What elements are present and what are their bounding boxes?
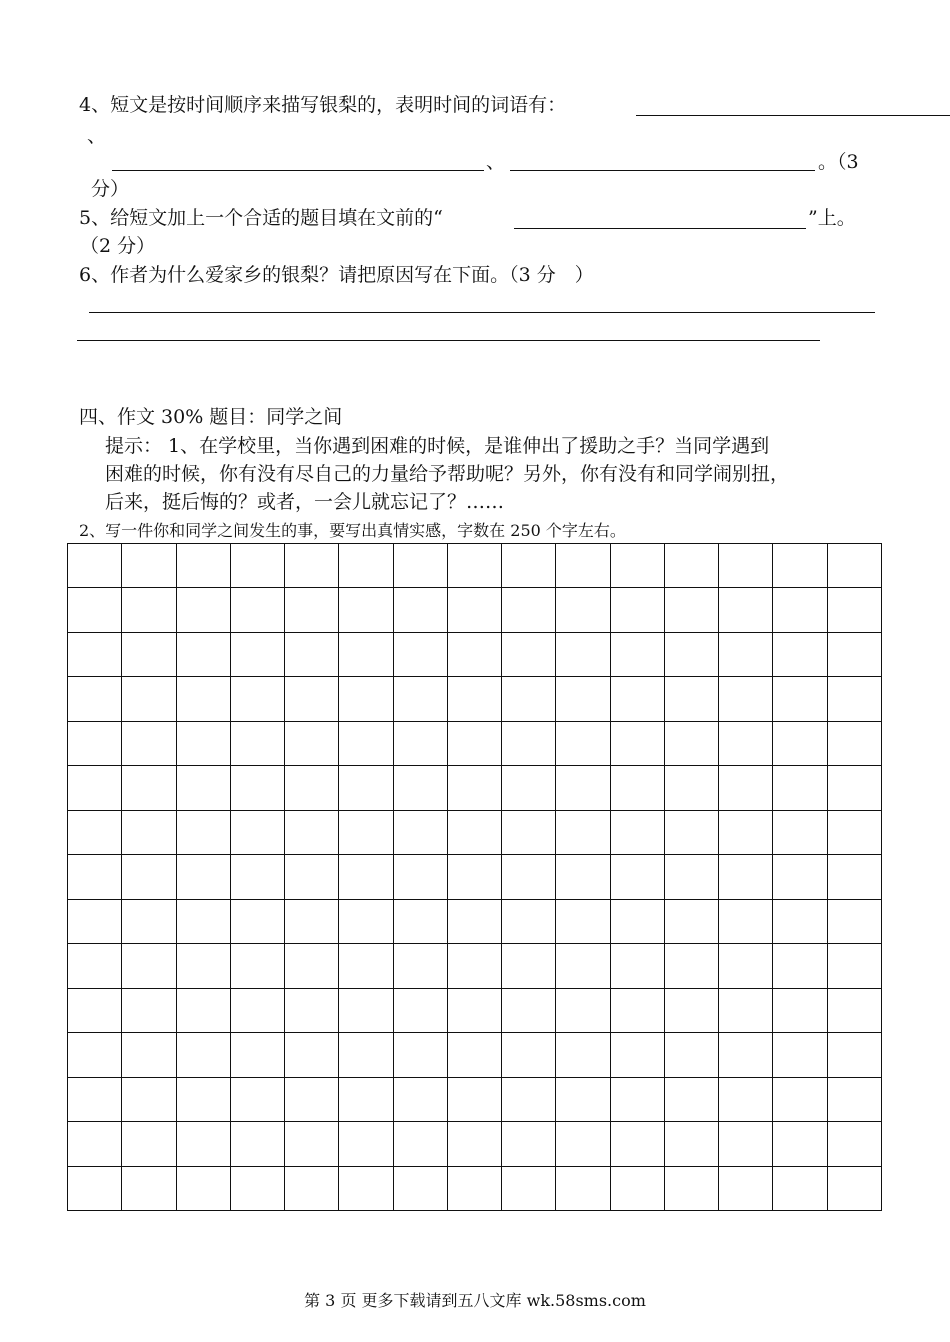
grid-cell[interactable]: [231, 722, 285, 766]
grid-cell[interactable]: [448, 677, 502, 721]
grid-cell[interactable]: [828, 989, 882, 1033]
grid-cell[interactable]: [448, 633, 502, 677]
grid-cell[interactable]: [556, 1167, 610, 1211]
grid-cell[interactable]: [394, 1078, 448, 1122]
grid-cell[interactable]: [611, 855, 665, 899]
grid-cell[interactable]: [556, 588, 610, 632]
grid-cell[interactable]: [773, 677, 827, 721]
grid-cell[interactable]: [122, 766, 176, 810]
grid-cell[interactable]: [448, 944, 502, 988]
grid-cell[interactable]: [719, 677, 773, 721]
grid-cell[interactable]: [394, 722, 448, 766]
grid-cell[interactable]: [394, 1033, 448, 1077]
grid-cell[interactable]: [394, 1167, 448, 1211]
grid-cell[interactable]: [773, 588, 827, 632]
grid-cell[interactable]: [394, 544, 448, 588]
grid-cell[interactable]: [502, 544, 556, 588]
grid-cell[interactable]: [665, 811, 719, 855]
grid-cell[interactable]: [773, 1167, 827, 1211]
grid-cell[interactable]: [828, 900, 882, 944]
grid-cell[interactable]: [556, 722, 610, 766]
grid-cell[interactable]: [122, 1167, 176, 1211]
grid-cell[interactable]: [285, 900, 339, 944]
grid-cell[interactable]: [285, 989, 339, 1033]
grid-cell[interactable]: [448, 989, 502, 1033]
grid-cell[interactable]: [68, 677, 122, 721]
q5-score: （2 分）: [80, 235, 156, 257]
grid-cell[interactable]: [556, 811, 610, 855]
grid-cell[interactable]: [339, 588, 393, 632]
grid-cell[interactable]: [68, 766, 122, 810]
grid-cell[interactable]: [177, 1122, 231, 1166]
grid-cell[interactable]: [285, 1078, 339, 1122]
q5-answer-blank[interactable]: [514, 228, 806, 229]
q5-end: ”上。: [808, 207, 856, 229]
grid-cell[interactable]: [231, 1167, 285, 1211]
grid-cell[interactable]: [177, 900, 231, 944]
grid-cell[interactable]: [231, 633, 285, 677]
grid-cell[interactable]: [68, 1078, 122, 1122]
grid-cell[interactable]: [177, 1033, 231, 1077]
grid-cell[interactable]: [285, 944, 339, 988]
grid-cell[interactable]: [122, 1122, 176, 1166]
grid-cell[interactable]: [339, 989, 393, 1033]
grid-cell[interactable]: [285, 633, 339, 677]
grid-cell[interactable]: [556, 1122, 610, 1166]
grid-cell[interactable]: [177, 944, 231, 988]
grid-cell[interactable]: [231, 1078, 285, 1122]
grid-cell[interactable]: [68, 1033, 122, 1077]
grid-cell[interactable]: [68, 1167, 122, 1211]
grid-cell[interactable]: [394, 766, 448, 810]
composition-heading: 四、作文 30% 题目：同学之间: [79, 406, 343, 428]
grid-cell[interactable]: [285, 811, 339, 855]
grid-cell[interactable]: [231, 811, 285, 855]
q6-text: 6、作者为什么爱家乡的银梨？请把原因写在下面。（3 分 ）: [79, 264, 594, 286]
grid-cell[interactable]: [177, 1078, 231, 1122]
grid-cell[interactable]: [502, 944, 556, 988]
grid-cell[interactable]: [719, 1122, 773, 1166]
grid-cell[interactable]: [122, 633, 176, 677]
grid-cell[interactable]: [285, 1033, 339, 1077]
grid-cell[interactable]: [828, 811, 882, 855]
grid-cell[interactable]: [285, 766, 339, 810]
grid-cell[interactable]: [231, 544, 285, 588]
grid-cell[interactable]: [828, 1033, 882, 1077]
grid-cell[interactable]: [611, 1167, 665, 1211]
grid-cell[interactable]: [556, 633, 610, 677]
grid-cell[interactable]: [611, 766, 665, 810]
grid-cell[interactable]: [339, 855, 393, 899]
grid-cell[interactable]: [231, 588, 285, 632]
grid-cell[interactable]: [448, 1078, 502, 1122]
grid-cell[interactable]: [665, 633, 719, 677]
grid-cell[interactable]: [122, 722, 176, 766]
grid-cell[interactable]: [665, 544, 719, 588]
q6-answer-line-2[interactable]: [77, 340, 820, 341]
grid-cell[interactable]: [68, 900, 122, 944]
grid-cell[interactable]: [611, 1033, 665, 1077]
grid-cell[interactable]: [665, 1122, 719, 1166]
grid-cell[interactable]: [665, 1167, 719, 1211]
grid-cell[interactable]: [122, 900, 176, 944]
grid-cell[interactable]: [122, 1078, 176, 1122]
grid-cell[interactable]: [828, 722, 882, 766]
grid-cell[interactable]: [719, 900, 773, 944]
grid-cell[interactable]: [285, 722, 339, 766]
grid-cell[interactable]: [502, 855, 556, 899]
grid-cell[interactable]: [68, 633, 122, 677]
grid-cell[interactable]: [773, 766, 827, 810]
grid-cell[interactable]: [394, 989, 448, 1033]
grid-cell[interactable]: [556, 544, 610, 588]
grid-cell[interactable]: [339, 544, 393, 588]
grid-cell[interactable]: [828, 588, 882, 632]
grid-cell[interactable]: [448, 811, 502, 855]
grid-cell[interactable]: [177, 677, 231, 721]
grid-cell[interactable]: [773, 722, 827, 766]
grid-cell[interactable]: [394, 588, 448, 632]
grid-cell[interactable]: [68, 544, 122, 588]
grid-cell[interactable]: [339, 1167, 393, 1211]
grid-cell[interactable]: [231, 989, 285, 1033]
grid-cell[interactable]: [339, 677, 393, 721]
composition-hint-line-3: 后来，挺后悔的？或者，一会儿就忘记了？……: [105, 491, 505, 513]
grid-cell[interactable]: [285, 677, 339, 721]
grid-cell[interactable]: [556, 1078, 610, 1122]
page-footer: 第 3 页 更多下载请到五八文库 wk.58sms.com: [304, 1291, 646, 1310]
composition-item-2: 2、写一件你和同学之间发生的事，要写出真情实感，字数在 250 个字左右。: [79, 521, 626, 540]
grid-cell[interactable]: [719, 722, 773, 766]
grid-cell[interactable]: [665, 722, 719, 766]
grid-cell[interactable]: [122, 989, 176, 1033]
grid-cell[interactable]: [502, 677, 556, 721]
grid-cell[interactable]: [665, 1033, 719, 1077]
grid-cell[interactable]: [665, 944, 719, 988]
grid-cell[interactable]: [773, 989, 827, 1033]
grid-cell[interactable]: [665, 677, 719, 721]
grid-cell[interactable]: [502, 588, 556, 632]
grid-cell[interactable]: [828, 677, 882, 721]
grid-cell[interactable]: [285, 1167, 339, 1211]
grid-cell[interactable]: [339, 1122, 393, 1166]
grid-cell[interactable]: [828, 1167, 882, 1211]
grid-cell[interactable]: [611, 989, 665, 1033]
grid-cell[interactable]: [502, 1167, 556, 1211]
grid-cell[interactable]: [665, 900, 719, 944]
grid-cell[interactable]: [339, 944, 393, 988]
grid-cell[interactable]: [719, 1033, 773, 1077]
grid-cell[interactable]: [394, 855, 448, 899]
grid-cell[interactable]: [828, 1122, 882, 1166]
grid-cell[interactable]: [502, 989, 556, 1033]
grid-cell[interactable]: [502, 766, 556, 810]
grid-cell[interactable]: [177, 989, 231, 1033]
grid-cell[interactable]: [448, 855, 502, 899]
grid-cell[interactable]: [611, 900, 665, 944]
grid-cell[interactable]: [231, 855, 285, 899]
grid-cell[interactable]: [719, 989, 773, 1033]
grid-cell[interactable]: [285, 855, 339, 899]
grid-cell[interactable]: [231, 900, 285, 944]
grid-cell[interactable]: [394, 677, 448, 721]
grid-cell[interactable]: [611, 1122, 665, 1166]
grid-cell[interactable]: [502, 811, 556, 855]
grid-cell[interactable]: [231, 677, 285, 721]
q4-score: 分）: [91, 178, 130, 200]
grid-cell[interactable]: [122, 677, 176, 721]
grid-cell[interactable]: [394, 1122, 448, 1166]
grid-cell[interactable]: [556, 855, 610, 899]
grid-cell[interactable]: [611, 722, 665, 766]
grid-cell[interactable]: [339, 722, 393, 766]
grid-cell[interactable]: [448, 1167, 502, 1211]
grid-cell[interactable]: [177, 544, 231, 588]
grid-cell[interactable]: [773, 900, 827, 944]
grid-cell[interactable]: [773, 1078, 827, 1122]
grid-cell[interactable]: [773, 1122, 827, 1166]
writing-grid[interactable]: [67, 543, 882, 1211]
grid-cell[interactable]: [719, 766, 773, 810]
q6-answer-line-1[interactable]: [89, 312, 875, 313]
grid-cell[interactable]: [339, 900, 393, 944]
grid-cell[interactable]: [285, 544, 339, 588]
grid-cell[interactable]: [502, 722, 556, 766]
grid-cell[interactable]: [665, 766, 719, 810]
grid-cell[interactable]: [773, 855, 827, 899]
grid-cell[interactable]: [231, 766, 285, 810]
grid-cell[interactable]: [719, 633, 773, 677]
grid-cell[interactable]: [665, 855, 719, 899]
grid-cell[interactable]: [177, 766, 231, 810]
grid-cell[interactable]: [448, 900, 502, 944]
grid-cell[interactable]: [665, 1078, 719, 1122]
grid-cell[interactable]: [122, 811, 176, 855]
grid-cell[interactable]: [828, 855, 882, 899]
grid-cell[interactable]: [828, 633, 882, 677]
grid-cell[interactable]: [177, 811, 231, 855]
grid-cell[interactable]: [828, 544, 882, 588]
grid-cell[interactable]: [773, 544, 827, 588]
grid-cell[interactable]: [448, 1033, 502, 1077]
grid-cell[interactable]: [556, 1033, 610, 1077]
grid-cell[interactable]: [611, 633, 665, 677]
q4-separator-2: 、: [486, 151, 506, 173]
grid-cell[interactable]: [719, 1078, 773, 1122]
grid-cell[interactable]: [68, 811, 122, 855]
q4-end: 。（3: [818, 151, 859, 173]
grid-cell[interactable]: [394, 633, 448, 677]
grid-cell[interactable]: [719, 811, 773, 855]
grid-cell[interactable]: [773, 1033, 827, 1077]
grid-cell[interactable]: [68, 1122, 122, 1166]
grid-cell[interactable]: [68, 722, 122, 766]
composition-hint-line-1: 提示： 1、在学校里，当你遇到困难的时候，是谁伸出了援助之手？当同学遇到: [105, 435, 770, 457]
q4-answer-blank-1[interactable]: [636, 115, 950, 116]
q5-text: 5、给短文加上一个合适的题目填在文前的“: [79, 207, 443, 229]
grid-cell[interactable]: [68, 588, 122, 632]
grid-cell[interactable]: [611, 811, 665, 855]
q4-separator: 、: [87, 125, 107, 147]
grid-cell[interactable]: [448, 544, 502, 588]
grid-cell[interactable]: [502, 1078, 556, 1122]
grid-cell[interactable]: [394, 900, 448, 944]
grid-cell[interactable]: [339, 766, 393, 810]
grid-cell[interactable]: [122, 944, 176, 988]
grid-cell[interactable]: [556, 766, 610, 810]
grid-cell[interactable]: [719, 855, 773, 899]
q4-answer-blank-2[interactable]: [112, 170, 484, 171]
grid-cell[interactable]: [68, 855, 122, 899]
grid-cell[interactable]: [177, 633, 231, 677]
q4-text: 4、短文是按时间顺序来描写银梨的，表明时间的词语有：: [79, 94, 567, 116]
grid-cell[interactable]: [719, 944, 773, 988]
grid-cell[interactable]: [177, 1167, 231, 1211]
grid-cell[interactable]: [719, 1167, 773, 1211]
grid-cell[interactable]: [177, 855, 231, 899]
grid-cell[interactable]: [611, 544, 665, 588]
grid-cell[interactable]: [177, 722, 231, 766]
grid-cell[interactable]: [828, 1078, 882, 1122]
grid-cell[interactable]: [611, 944, 665, 988]
grid-cell[interactable]: [773, 944, 827, 988]
composition-hint-line-2: 困难的时候，你有没有尽自己的力量给予帮助呢？另外，你有没有和同学闹别扭，: [105, 463, 790, 485]
grid-cell[interactable]: [394, 811, 448, 855]
grid-cell[interactable]: [285, 1122, 339, 1166]
grid-cell[interactable]: [611, 677, 665, 721]
grid-cell[interactable]: [556, 944, 610, 988]
grid-cell[interactable]: [611, 588, 665, 632]
grid-cell[interactable]: [448, 766, 502, 810]
grid-cell[interactable]: [231, 1033, 285, 1077]
grid-cell[interactable]: [502, 900, 556, 944]
grid-cell[interactable]: [122, 544, 176, 588]
grid-cell[interactable]: [339, 1078, 393, 1122]
grid-cell[interactable]: [665, 989, 719, 1033]
grid-cell[interactable]: [177, 588, 231, 632]
q4-answer-blank-3[interactable]: [510, 170, 815, 171]
grid-cell[interactable]: [773, 633, 827, 677]
grid-cell[interactable]: [394, 944, 448, 988]
grid-cell[interactable]: [719, 588, 773, 632]
grid-cell[interactable]: [339, 811, 393, 855]
grid-cell[interactable]: [448, 1122, 502, 1166]
grid-cell[interactable]: [68, 989, 122, 1033]
grid-cell[interactable]: [828, 766, 882, 810]
grid-cell[interactable]: [828, 944, 882, 988]
grid-cell[interactable]: [339, 1033, 393, 1077]
grid-cell[interactable]: [502, 633, 556, 677]
grid-cell[interactable]: [502, 1033, 556, 1077]
grid-cell[interactable]: [611, 1078, 665, 1122]
grid-cell[interactable]: [231, 944, 285, 988]
grid-cell[interactable]: [231, 1122, 285, 1166]
grid-cell[interactable]: [665, 588, 719, 632]
grid-cell[interactable]: [556, 677, 610, 721]
grid-cell[interactable]: [122, 1033, 176, 1077]
grid-cell[interactable]: [556, 900, 610, 944]
grid-cell[interactable]: [719, 544, 773, 588]
grid-cell[interactable]: [773, 811, 827, 855]
grid-cell[interactable]: [556, 989, 610, 1033]
grid-cell[interactable]: [448, 588, 502, 632]
grid-cell[interactable]: [68, 944, 122, 988]
grid-cell[interactable]: [285, 588, 339, 632]
grid-cell[interactable]: [448, 722, 502, 766]
grid-cell[interactable]: [502, 1122, 556, 1166]
grid-cell[interactable]: [122, 855, 176, 899]
grid-cell[interactable]: [339, 633, 393, 677]
grid-cell[interactable]: [122, 588, 176, 632]
